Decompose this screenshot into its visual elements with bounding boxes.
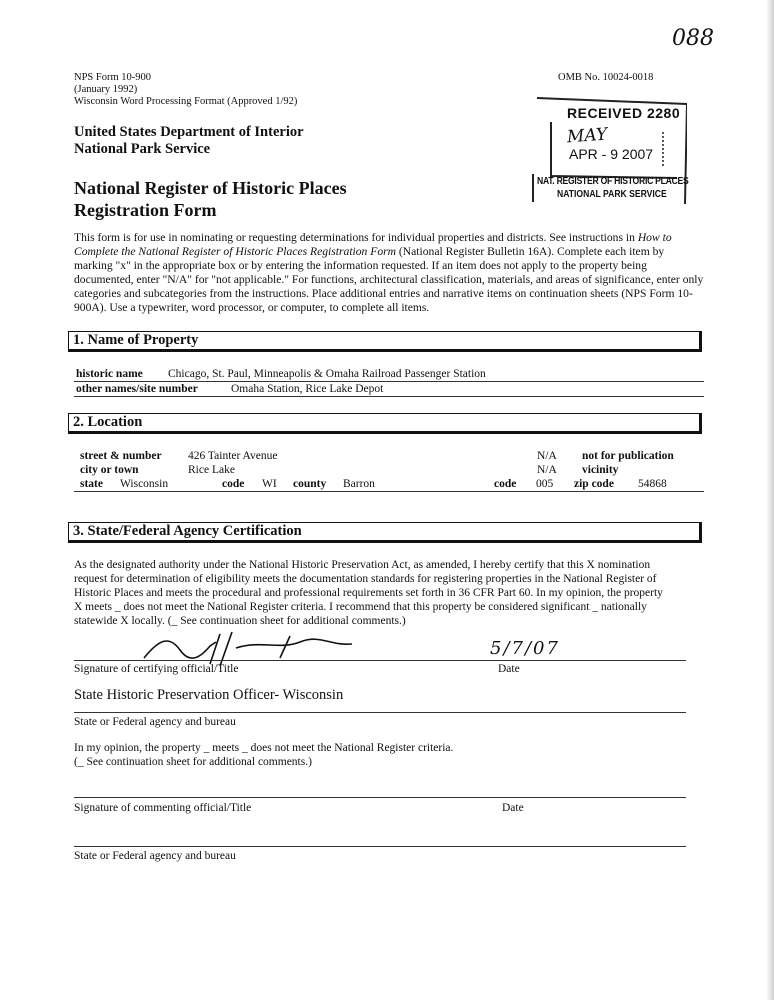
stamp-received: RECEIVED 2280 (567, 105, 681, 121)
agency-label-2: State or Federal agency and bureau (74, 850, 236, 862)
stamp-line2: NATIONAL PARK SERVICE (557, 189, 667, 200)
stamp-handwritten: MAY (566, 124, 608, 148)
section3-heading: 3. State/Federal Agency Certification (68, 522, 702, 543)
zip-value: 54868 (638, 478, 667, 490)
commenting-label: Signature of commenting official/Title (74, 802, 252, 814)
department-heading (74, 124, 304, 158)
scan-edge (766, 0, 774, 1000)
form-title (74, 177, 347, 221)
state-value: Wisconsin (120, 478, 169, 490)
agency-label: State or Federal agency and bureau (74, 716, 236, 728)
historic-name-value: Chicago, St. Paul, Minneapolis & Omaha Railroad Passenger Station (168, 368, 486, 380)
signature-rule (74, 660, 686, 661)
zip-label: zip code (574, 478, 614, 490)
state-code-value: WI (262, 478, 277, 490)
location-rule (74, 491, 704, 492)
opinion-line1: In my opinion, the property _ meets _ does not meet the National Register criteria. (74, 742, 454, 754)
other-names-label: other names/site number (76, 383, 198, 395)
other-names-rule (74, 396, 704, 397)
form-number: NPS Form 10-900 (74, 72, 152, 83)
city-label: city or town (80, 464, 139, 476)
section1-heading: 1. Name of Property (68, 331, 702, 352)
cert-line5: statewide X locally. (_ See continuation sheet for additional comments.) (74, 615, 406, 627)
certification-text (74, 558, 714, 628)
handwritten-page-number: 088 (672, 26, 714, 51)
received-stamp (527, 96, 687, 208)
commenting-rule (74, 797, 686, 798)
cert-line2: request for determination of eligibility meets the documentation standards for registering properties in the National Register of (74, 573, 657, 585)
opinion-text (74, 741, 453, 769)
historic-name-row (76, 367, 143, 381)
agency-rule-2 (74, 846, 686, 847)
county-label: county (293, 478, 327, 490)
cert-line1: As the designated authority under the National Historic Preservation Act, as amended, I hereby certify that this X nomination (74, 559, 651, 571)
date-label: Date (498, 663, 520, 675)
vicinity-label: vicinity (582, 464, 619, 476)
county-code-value: 005 (536, 478, 554, 490)
form-date: (January 1992) (74, 84, 138, 95)
street-value: 426 Tainter Avenue (188, 450, 278, 462)
section2-heading: 2. Location (68, 413, 702, 434)
other-names-value: Omaha Station, Rice Lake Depot (231, 383, 384, 395)
opinion-line2: (_ See continuation sheet for additional comments.) (74, 756, 312, 768)
official-title: State Historic Preservation Officer- Wisconsin (74, 687, 344, 703)
form-title-line1: National Register of Historic Places (74, 178, 347, 198)
cert-line4: X meets _ does not meet the National Register criteria. I recommend that this property be considered significant _ nationally (74, 601, 647, 613)
city-value: Rice Lake (188, 464, 235, 476)
state-label: state (80, 478, 103, 490)
vicinity-value: N/A (537, 464, 557, 476)
omb-number: OMB No. 10024-0018 (558, 72, 654, 83)
signature-label: Signature of certifying official/Title (74, 663, 239, 675)
cert-line3: Historic Places and meets the procedural and professional requirements set forth in 36 CFR Part 60. In my opinion, the property (74, 587, 663, 599)
form-header (74, 72, 297, 108)
department-name: United States Department of Interior (74, 124, 304, 140)
stamp-date: APR - 9 2007 (569, 146, 654, 162)
service-name: National Park Service (74, 141, 211, 157)
state-code-label: code (222, 478, 245, 490)
intro-text: This form is for use in nominating or requesting determinations for individual properties and districts. See instructions in (74, 231, 638, 244)
street-label: street & number (80, 450, 162, 462)
format-note: Wisconsin Word Processing Format (Approved 1/92) (74, 96, 298, 107)
form-title-line2: Registration Form (74, 200, 217, 220)
historic-name-label: historic name (76, 368, 143, 380)
intro-italic-title: How to Complete the National Register of Historic Places Registration Form (74, 231, 672, 258)
stamp-line1: NAT. REGISTER OF HISTORIC PLACES (537, 176, 689, 187)
nfp-label: not for publication (582, 450, 674, 462)
county-value: Barron (343, 478, 375, 490)
intro-text-rest: (National Register Bulletin 16A). Complete each item by marking "x" in the appropriate box or by entering the information requested. If an item does not apply to the property being documented, enter "N/A" for "not applicable." For functions, architectural classification, materials, and areas of significance, enter only categories and subcategories from the instructions. Place additional entries and narrative items on continuation sheets (NPS Form 10-900A). Use a typewriter, word processor, or computer, to complete all items. (74, 245, 704, 314)
nfp-value: N/A (537, 450, 557, 462)
intro-paragraph (74, 231, 704, 315)
date-label-2: Date (502, 802, 524, 814)
county-code-label: code (494, 478, 517, 490)
signature-date-handwritten: 5/7/07 (490, 638, 560, 659)
agency-rule (74, 712, 686, 713)
